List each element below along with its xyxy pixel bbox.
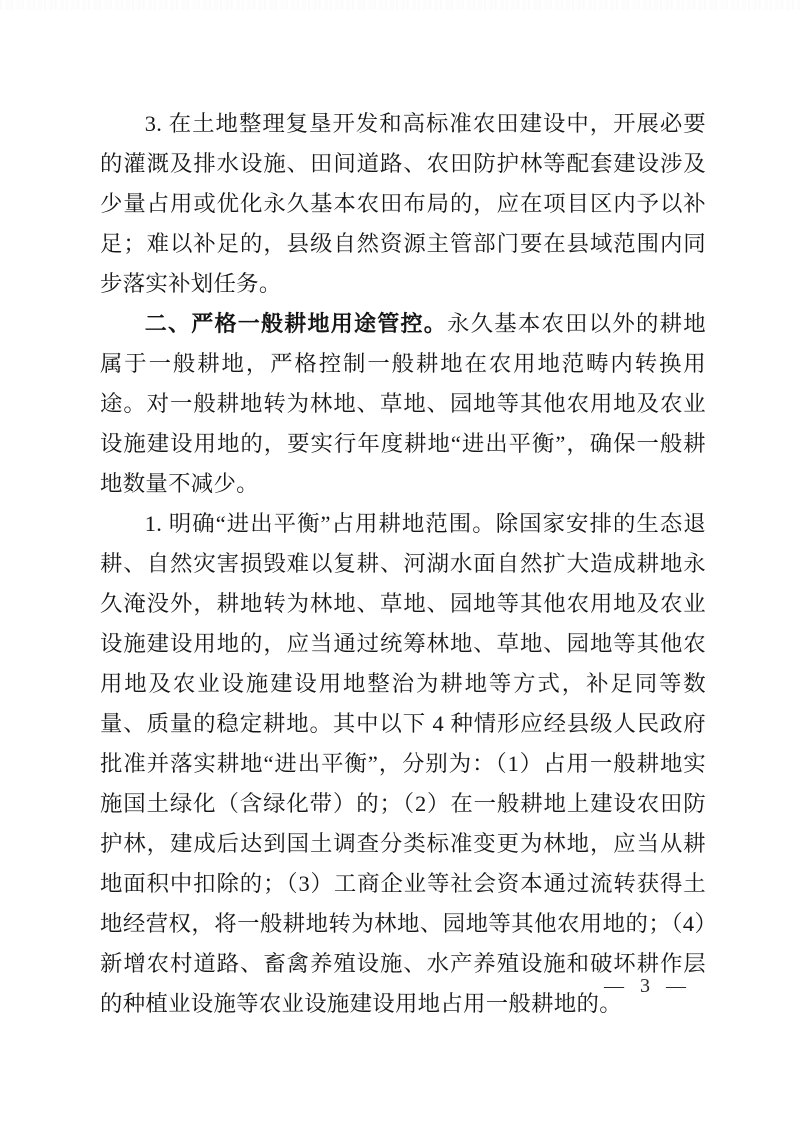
page-number: — 3 —	[604, 975, 688, 997]
page-footer	[0, 970, 800, 1002]
paragraph-item-3: 3. 在土地整理复垦开发和高标准农田建设中，开展必要的灌溉及排水设施、田间道路、农田防护林等配套建设涉及少量占用或优化永久基本农田布局的，应在项目区内予以补足；难以补足的，县级自然资源主管部门要在县域范围内同步落实补划任务。	[100, 111, 706, 296]
section-body-text: 永久基本农田以外的耕地属于一般耕地，严格控制一般耕地在农用地范畴内转换用途。对一般耕地转为林地、草地、园地等其他农用地及农业设施建设用地的，要实行年度耕地“进出平衡”，确保一般耕地数量不减少。	[100, 311, 706, 496]
document-body	[100, 104, 706, 1024]
paragraph-section-2	[100, 304, 706, 504]
paragraph-item-1: 1. 明确“进出平衡”占用耕地范围。除国家安排的生态退耕、自然灾害损毁难以复耕、河湖水面自然扩大造成耕地永久淹没外，耕地转为林地、草地、园地等其他农用地及农业设施建设用地的，应当通过统筹林地、草地、园地等其他农用地及农业设施建设用地整治为耕地等方式，补足同等数量、质量的稳定耕地。其中以下 4 种情形应经县级人民政府批准并落实耕地“进出平衡”，分别为：（1）占用一般耕地实施国土绿化（含绿化带）的；（2）在一般耕地上建设农田防护林，建成后达到国土调查分类标准变更为林地，应当从耕地面积中扣除的；（3）工商企业等社会资本通过流转获得土地经营权，将一般耕地转为林地、园地等其他农用地的；（4）新增农村道路、畜禽养殖设施、水产养殖设施和破坏耕作层的种植业设施等农业设施建设用地占用一般耕地的。	[100, 511, 706, 1016]
section-heading: 二、严格一般耕地用途管控。	[144, 311, 447, 336]
scan-artifact	[0, 0, 800, 10]
